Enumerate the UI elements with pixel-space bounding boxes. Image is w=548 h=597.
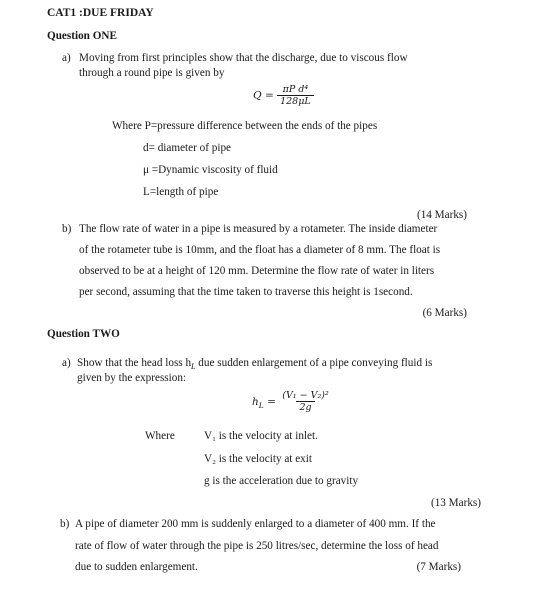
q2-a-marks: (13 Marks) [430,497,481,509]
q2-def-v1: V₁ is the velocity at inlet. [204,430,318,442]
q1-part-b-line1: The flow rate of water in a pipe is measured by a rotameter. The inside diameter [79,223,438,235]
q1-part-a-line2: through a round pipe is given by [79,67,225,79]
q1-def-L: L=length of pipe [143,186,219,198]
q2-def-g: g is the acceleration due to gravity [204,475,359,487]
q1-def-mu: μ =Dynamic viscosity of fluid [143,164,278,176]
q2-b-marks: (7 Marks) [416,561,461,573]
q2-part-b-line1: A pipe of diameter 200 mm is suddenly enlarged to a diameter of 400 mm. If the [75,518,436,530]
q1-part-b-line2: of the rotameter tube is 10mm, and the float has a diameter of 8 mm. The float is [79,244,441,256]
q2-part-a-line2: given by the expression: [77,372,187,384]
discharge-formula [253,84,314,107]
q2-part-b-line3: due to sudden enlargement. [75,561,198,573]
q1-part-b-label: b) [62,223,72,235]
q2-a-line1-rest: due sudden enlargement of a pipe conveying fluid is [195,357,433,369]
question-two-heading: Question TWO [47,328,120,340]
q1-a-marks: (14 Marks) [416,209,467,221]
formula-fraction [277,84,314,107]
q1-part-a-label: a) [62,52,71,64]
formula-numerator: (V₁ − V₂)² [282,390,329,401]
q1-where-line: Where P=pressure difference between the ends of the pipes [112,120,378,132]
q1-part-b-line3: observed to be at a height of 120 mm. Determine the flow rate of water in liters [79,265,435,277]
q2-part-b-line2: rate of flow of water through the pipe is 250 litres/sec, determine the loss of head [75,540,439,552]
page-title: CAT1 :DUE FRIDAY [47,7,154,19]
question-one-heading: Question ONE [47,30,117,42]
q2-part-b-label: b) [60,518,70,530]
q2-a-line1-start: Show that the head loss h [77,357,192,369]
formula-lhs: Q = [253,89,274,102]
head-loss-formula [252,390,332,413]
q1-b-marks: (6 Marks) [422,307,467,319]
formula-lhs: $h_L$ = [252,395,276,410]
q2-part-a-line1 [77,357,432,371]
q1-part-b-line4: per second, assuming that the time taken to traverse this height is 1second. [79,286,413,298]
q2-part-a-label: a) [62,357,71,369]
q2-a-line1-subscript: L [191,362,196,372]
q1-def-d: d= diameter of pipe [143,142,232,154]
formula-denominator: 2g [296,401,314,413]
formula-denominator: 128μL [277,95,314,107]
q2-def-v2: V₂ is the velocity at exit [204,453,312,465]
q1-part-a-line1: Moving from first principles show that the discharge, due to viscous flow [79,52,408,64]
formula-numerator: πP d⁴ [282,84,309,95]
q2-where-label: Where [145,430,175,442]
formula-fraction [279,390,332,413]
